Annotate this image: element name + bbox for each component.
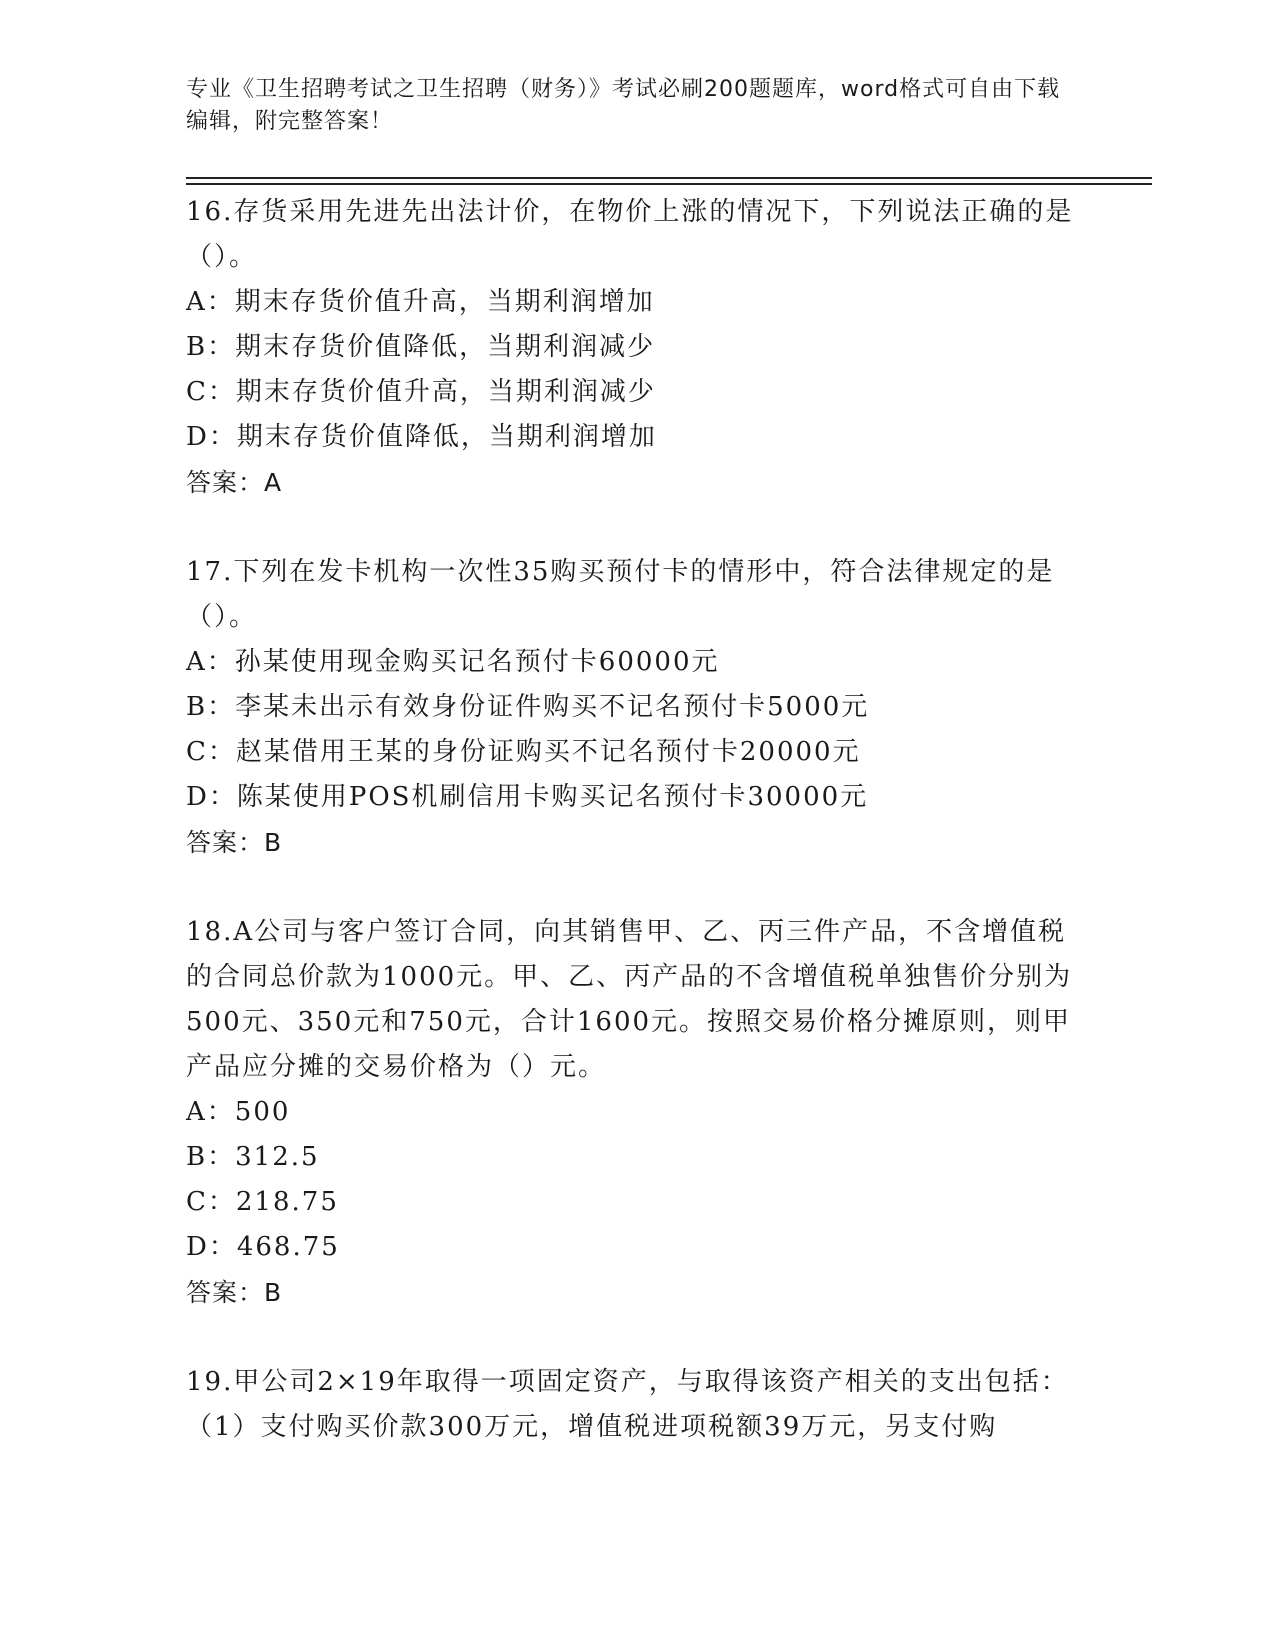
option-a: A：孙某使用现金购买记名预付卡60000元 [186,647,720,677]
question-list [186,190,1086,1450]
option-c: C：218.75 [186,1187,339,1217]
answer: 答案：B [186,828,283,857]
answer: 答案：A [186,468,283,497]
document-header: 专业《卫生招聘考试之卫生招聘（财务）》考试必刷200题题库，word格式可自由下载编辑，附完整答案！ [186,77,1061,134]
option-d: D：陈某使用POS机刷信用卡购买记名预付卡30000元 [186,782,869,812]
spacer [186,865,1086,910]
spacer [186,505,1086,550]
question-text: 18.A公司与客户签订合同，向其销售甲、乙、丙三件产品，不含增值税的合同总价款为1000元。甲、乙、丙产品的不含增值税单独售价分别为500元、350元和750元，合计1600元。按照交易价格分摊原则，则甲产品应分摊的交易价格为（）元。 [186,917,1073,1082]
answer: 答案：B [186,1278,283,1307]
option-b: B：期末存货价值降低，当期利润减少 [186,332,656,362]
option-a: A：期末存货价值升高，当期利润增加 [186,287,655,317]
question-text: 16.存货采用先进先出法计价，在物价上涨的情况下，下列说法正确的是（）。 [186,197,1074,272]
question-17 [186,550,1086,865]
option-d: D：468.75 [186,1232,340,1262]
question-text: 17.下列在发卡机构一次性35购买预付卡的情形中，符合法律规定的是（）。 [186,557,1055,632]
header-divider-top [186,177,1152,179]
option-a: A：500 [186,1097,291,1127]
option-c: C：期末存货价值升高，当期利润减少 [186,377,656,407]
question-18 [186,910,1086,1315]
option-c: C：赵某借用王某的身份证购买不记名预付卡20000元 [186,737,861,767]
option-b: B：李某未出示有效身份证件购买不记名预付卡5000元 [186,692,870,722]
header-divider-bottom [186,183,1152,185]
option-b: B：312.5 [186,1142,320,1172]
question-19 [186,1360,1086,1450]
question-text: 19.甲公司2×19年取得一项固定资产，与取得该资产相关的支出包括：（1）支付购买价款300万元，增值税进项税额39万元，另支付购 [186,1367,1069,1442]
spacer [186,1315,1086,1360]
question-16 [186,190,1086,505]
option-d: D：期末存货价值降低，当期利润增加 [186,422,657,452]
